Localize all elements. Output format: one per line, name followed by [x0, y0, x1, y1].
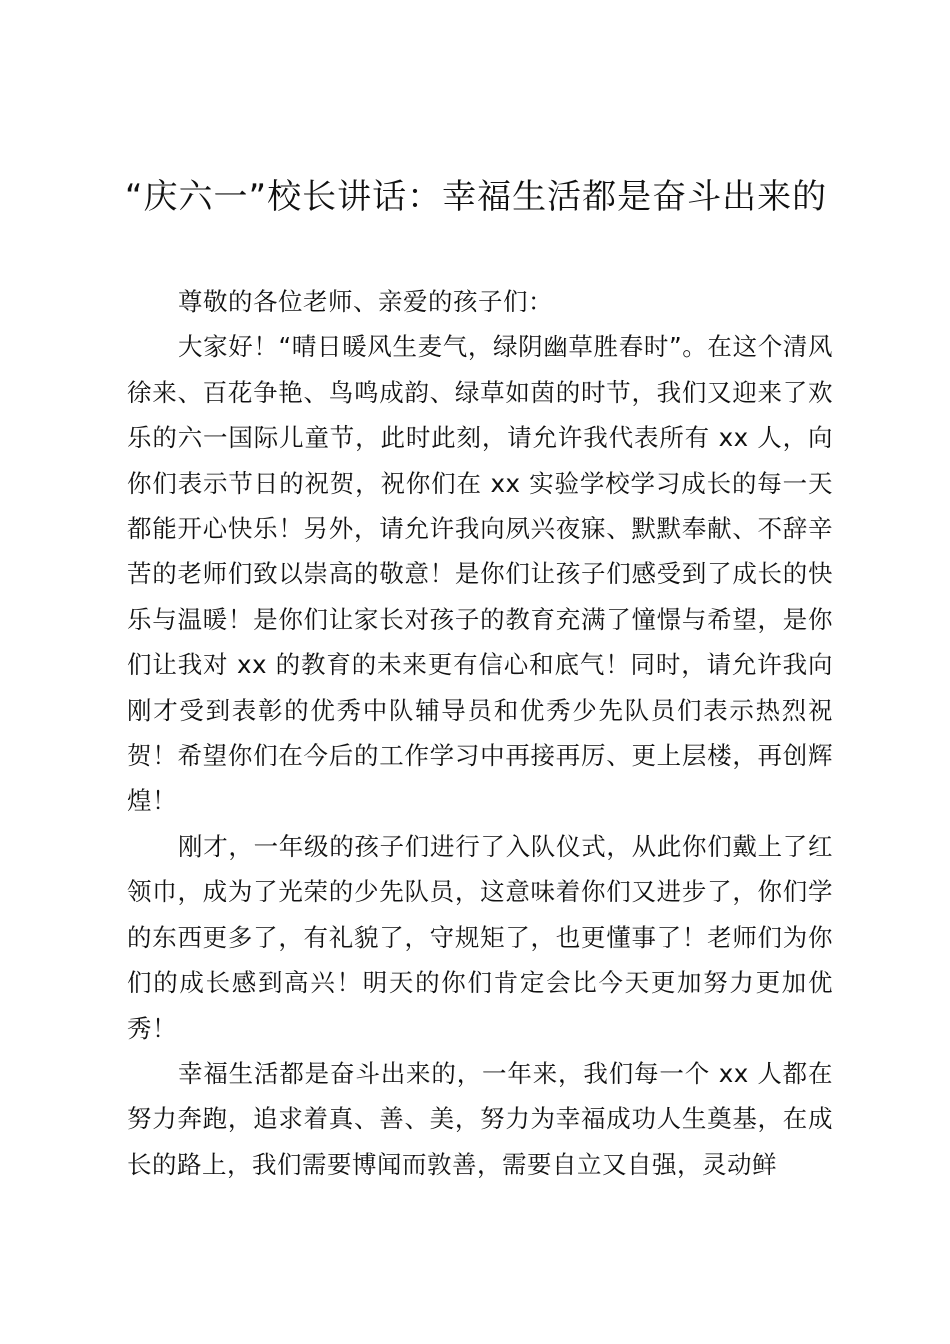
induction-ceremony-paragraph: 刚才，一年级的孩子们进行了入队仪式，从此你们戴上了红领巾，成为了光荣的少先队员，这意味着你们又进步了，你们学的东西更多了，有礼貌了，守规矩了，也更懂事了！老师们为你们的成长感到高兴！明天的你们肯定会比今天更加努力更加优秀！: [127, 831, 833, 1043]
happiness-paragraph: 幸福生活都是奋斗出来的，一年来，我们每一个 xx 人都在努力奔跑，追求着真、善、美，努力为幸福成功人生奠基，在成长的路上，我们需要博闻而敦善，需要自立又自强，灵动鲜: [127, 1058, 833, 1179]
document-title: “庆六一”校长讲话：幸福生活都是奋斗出来的: [124, 177, 828, 217]
document-body: [127, 279, 833, 1187]
salutation-paragraph: 尊敬的各位老师、亲爱的孩子们：: [178, 287, 553, 316]
greeting-paragraph: 大家好！“晴日暖风生麦气，绿阴幽草胜春时”。在这个清风徐来、百花争艳、鸟鸣成韵、绿草如茵的时节，我们又迎来了欢乐的六一国际儿童节，此时此刻，请允许我代表所有 xx 人，向你们表示节日的祝贺，祝你们在 xx 实验学校学习成长的每一天都能开心快乐！另外，请允许我向夙兴夜寐、默默奉献、不辞辛苦的老师们致以崇高的敬意！是你们让孩子们感受到了成长的快乐与温暖！是你们让家长对孩子的教育充满了憧憬与希望，是你们让我对 xx 的教育的未来更有信心和底气！同时，请允许我向刚才受到表彰的优秀中队辅导员和优秀少先队员们表示热烈祝贺！希望你们在今后的工作学习中再接再厉、更上层楼，再创辉煌！: [127, 332, 833, 816]
